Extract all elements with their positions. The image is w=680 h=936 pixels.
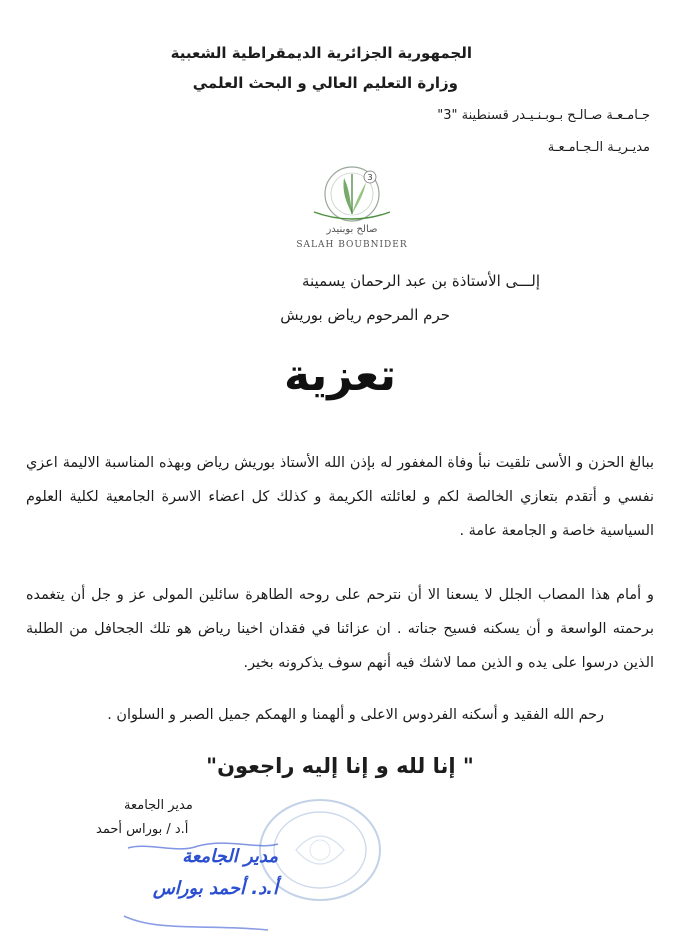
closing-verse: " إنا لله و إنا إليه راجعون" [206,754,474,778]
header-university: جـامـعـة صـالـح بـوبـنـيـدر قسنطينة "3" [437,108,650,123]
recipient-line: إلـــى الأستاذة بن عبد الرحمان يسمينة [301,272,540,290]
logo-badge-number: 3 [367,173,373,182]
logo-emblem-icon [296,160,408,230]
body-paragraph: و أمام هذا المصاب الجلل لا يسعنا الا أن نترحم على روحه الطاهرة سائلين المولى عز و جل أن يتغمده برحمته الواسعة و أن يسكنه فسيح جناته . ان عزائنا في فقدان اخينا رياض هو تلك الجحافل من الطلبة الذين درسوا على يده و الذين مما لاشك فيه أنهم سوف يذكرونه بخير. [26,587,654,671]
body-paragraph: ببالغ الحزن و الأسى تلقيت نبأ وفاة المغفور له بإذن الله الأستاذ بوريش رياض وبهذه المناسبة الاليمة اعزي نفسي و أتقدم بتعازي الخالصة لكم و لعائلته الكريمة و كذلك كل اعضاء الاسرة الجامعية لكلية العلوم السياسية خاصة و الجامعة عامة . [26,455,654,539]
header-republic: الجمهورية الجزائرية الديمقراطية الشعبية [170,44,472,62]
header-directorate: مديـريـة الـجـامـعـة [547,140,650,155]
document-title: تعزية [284,350,396,401]
body-paragraph: رحم الله الفقيد و أسكنه الفردوس الاعلى و ألهمنا و الهمكم جميل الصبر و السلوان . [107,707,604,723]
signatory-name: أ.د / بوراس أحمد [96,822,189,837]
logo-arabic-name: صالح بوبنيدر [326,224,378,235]
handwritten-line: مدير الجامعة [182,846,278,867]
recipient-line: حرم المرحوم رياض بوريش [280,306,450,324]
header-ministry: وزارة التعليم العالي و البحث العلمي [192,74,458,92]
signatory-title: مدير الجامعة [124,798,193,813]
logo-latin-name: SALAH BOUBNIDER [296,240,408,250]
university-logo [296,160,408,254]
handwritten-line: أ.د. أحمد بوراس [152,878,278,899]
handwritten-signature-stamp [118,840,286,936]
